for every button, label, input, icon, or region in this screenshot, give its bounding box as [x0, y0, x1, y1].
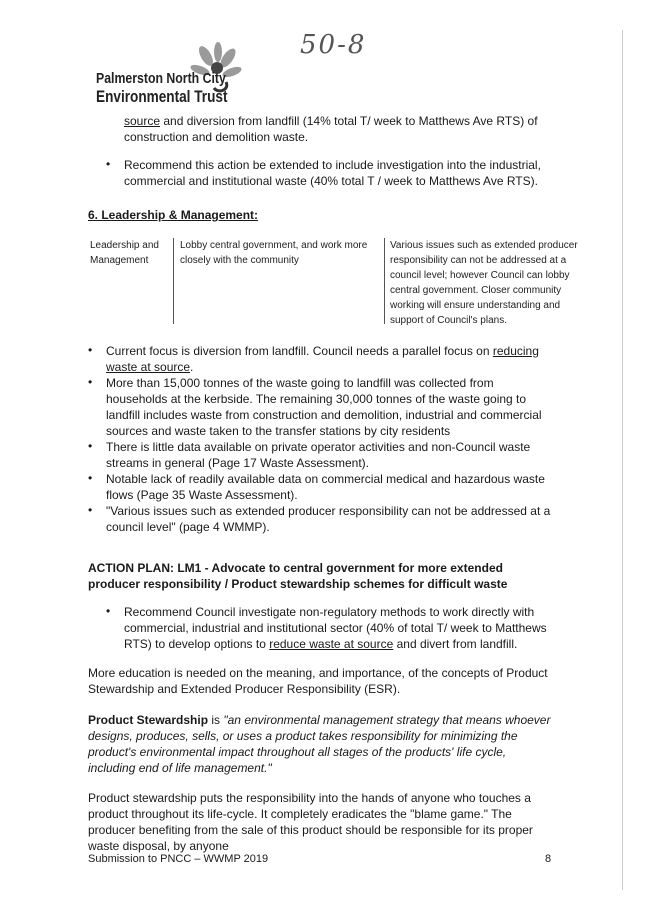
stewardship-connector: is	[208, 713, 224, 727]
bullet-dot-icon: •	[106, 604, 111, 618]
list-item-text: "Various issues such as extended producer responsibility can not be addressed at a council level" (page 4 WMMP).	[106, 504, 551, 534]
logo-line-1: Palmerston North City	[96, 70, 226, 87]
underlined-source: source	[124, 114, 161, 128]
final-paragraph: Product stewardship puts the responsibility into the hands of anyone who touches a product throughout its life-cycle. It completely eradicates the "blame game." The producer benefiting from the sale of this product should be responsible for its proper waste disposal, by anyone	[88, 791, 533, 853]
table-divider	[384, 238, 385, 324]
list-item-text: More than 15,000 tonnes of the waste going to landfill was collected from households at the kerbside. The remaining 30,000 tonnes of the waste going to landfill includes waste from construction and demolition, industrial and commercial sources and waste taken to the transfer stations by city residents	[106, 376, 542, 438]
list-item	[88, 375, 554, 439]
logo-line-2: Environmental Trust	[96, 87, 228, 106]
list-item-text: .	[190, 360, 194, 374]
scan-edge-line	[622, 30, 623, 890]
list-item-text: Current focus is diversion from landfill. Council needs a parallel focus on	[106, 344, 493, 358]
extend-action-bullet: Recommend this action be extended to include investigation into the industrial, commercial and institutional waste (40% total T / week to Matthews Ave RTS).	[124, 158, 541, 188]
table-cell-action: Lobby central government, and work more closely with the community	[180, 240, 368, 266]
handwritten-page-number: 50-8	[300, 30, 367, 60]
stewardship-quote: "an environmental management strategy that means whoever designs, produces, sells, or uses a product takes responsibility for minimizing the product's environmental impact throughout all stages of the products' life cycle, including end of life management."	[88, 713, 551, 775]
continuation-text: and diversion from landfill (14% total T/ week to Matthews Ave RTS) of construction and demolition waste.	[124, 114, 538, 144]
table-cell-topic: Leadership and Management	[90, 240, 159, 266]
list-item-text: There is little data available on private operator activities and non-Council waste streams in general (Page 17 Waste Assessment).	[106, 440, 531, 470]
bullet-dot-icon: •	[88, 439, 93, 453]
bullet-dot-icon: •	[88, 375, 93, 389]
bullet-dot-icon: •	[88, 343, 93, 357]
stewardship-term: Product Stewardship	[88, 713, 209, 727]
education-paragraph: More education is needed on the meaning, and importance, of the concepts of Product Stewardship and Extended Producer Responsibility (ESR).	[88, 666, 548, 696]
footer-page-number: 8	[545, 853, 552, 865]
continuation-paragraph	[124, 113, 552, 145]
bullet-dot-icon: •	[88, 503, 93, 517]
list-item	[88, 439, 554, 471]
action-text: Recommend Council investigate non-regulatory methods to work directly with commercial, industrial and institutional sector (40% of total T/ week to Matthews RTS) to develop options to	[124, 605, 547, 651]
section-heading: 6. Leadership & Management:	[88, 208, 259, 222]
underlined-reduce-waste: reduce waste at source	[269, 637, 394, 651]
table-cell-comment: Various issues such as extended producer responsibility can not be addressed at a council level; however Council can lobby central government. Closer community working will ensure understanding and support of Council's plans.	[390, 240, 578, 326]
underlined-reducing-waste: reducing waste at source	[106, 344, 539, 374]
findings-list	[88, 343, 554, 535]
action-recommendation	[124, 604, 554, 652]
table-divider	[173, 238, 174, 324]
list-item	[88, 343, 554, 375]
bullet-dot-icon: •	[106, 157, 111, 171]
footer-title: Submission to PNCC – WWMP 2019	[88, 853, 269, 865]
action-plan-heading: ACTION PLAN: LM1 - Advocate to central government for more extended producer responsibility / Product stewardship schemes for difficult waste	[88, 561, 508, 591]
stewardship-definition	[88, 712, 554, 776]
list-item	[88, 503, 554, 535]
list-item	[88, 471, 554, 503]
bullet-dot-icon: •	[88, 471, 93, 485]
logo	[96, 42, 256, 112]
leadership-table	[88, 236, 578, 328]
list-item-text: Notable lack of readily available data on commercial medical and hazardous waste flows (Page 35 Waste Assessment).	[106, 472, 545, 502]
action-text: and divert from landfill.	[393, 637, 518, 651]
